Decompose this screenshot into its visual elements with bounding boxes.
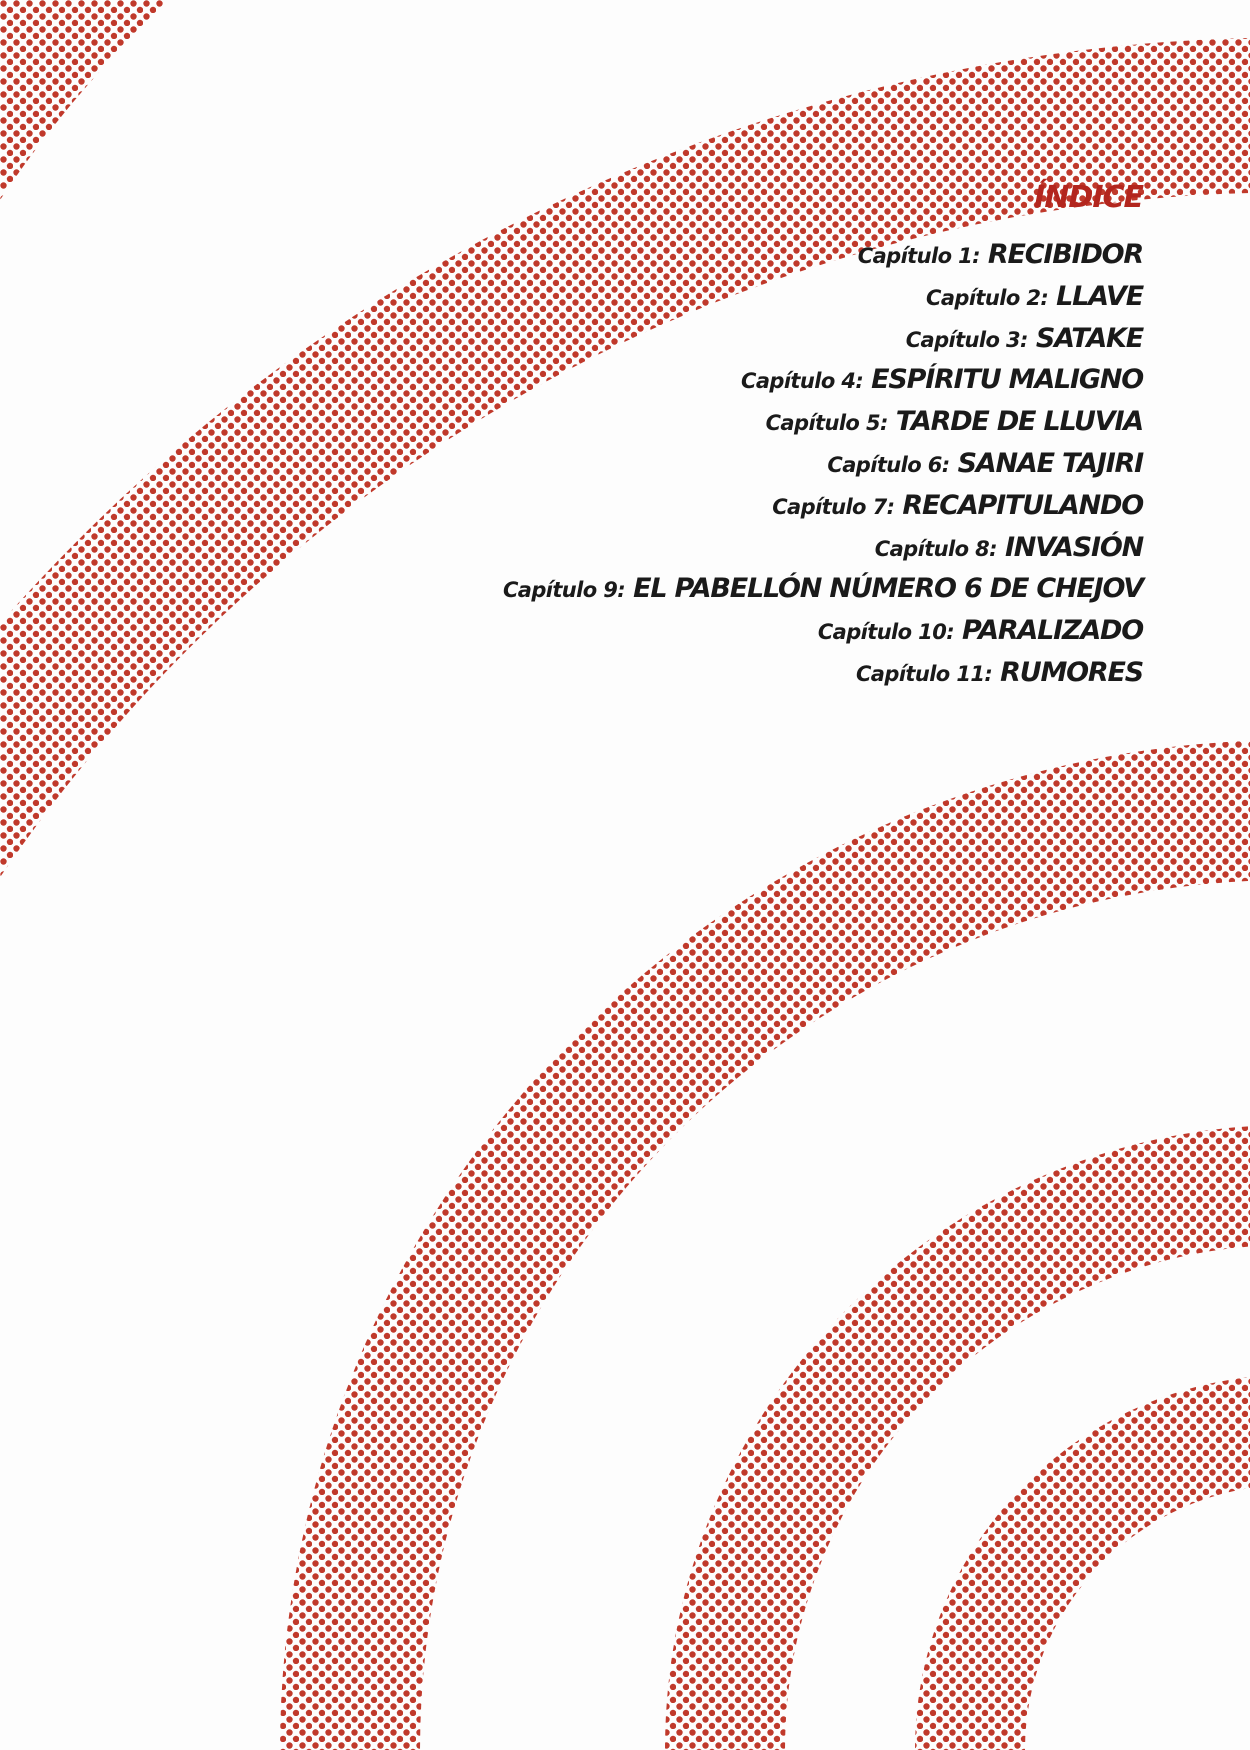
chapter-label: Capítulo 4: (741, 369, 864, 394)
chapter-title: TARDE DE LLUVIA (895, 406, 1143, 438)
chapter-title: EL PABELLÓN NÚMERO 6 DE CHEJOV (633, 573, 1143, 605)
chapter-label: Capítulo 10: (817, 620, 955, 645)
chapter-label: Capítulo 3: (905, 327, 1028, 352)
chapter-title: RECAPITULANDO (902, 489, 1143, 521)
chapter-title: ESPÍRITU MALIGNO (871, 364, 1143, 396)
chapter-label: Capítulo 11: (856, 661, 993, 686)
chapter-entry-3 (143, 318, 1143, 360)
chapter-entry-6 (143, 443, 1143, 485)
chapter-list (143, 234, 1143, 694)
chapter-label: Capítulo 8: (874, 536, 997, 561)
chapter-title: SATAKE (1035, 322, 1143, 354)
chapter-title: LLAVE (1056, 280, 1143, 312)
chapter-label: Capítulo 2: (926, 285, 1049, 310)
chapter-entry-11 (143, 652, 1143, 694)
chapter-label: Capítulo 7: (772, 494, 895, 519)
chapter-title: PARALIZADO (962, 615, 1143, 647)
chapter-entry-4 (143, 359, 1143, 401)
chapter-label: Capítulo 6: (827, 452, 950, 477)
chapter-entry-2 (143, 276, 1143, 318)
chapter-title: INVASIÓN (1004, 531, 1143, 563)
halftone-arc-outer-corner (0, 0, 170, 200)
chapter-title: SANAE TAJIRI (957, 447, 1143, 479)
chapter-title: RUMORES (1000, 656, 1143, 688)
chapter-title: RECIBIDOR (987, 239, 1143, 270)
chapter-entry-10 (143, 610, 1143, 652)
chapter-entry-9 (143, 568, 1143, 610)
table-of-contents (143, 176, 1143, 694)
chapter-entry-1 (143, 234, 1143, 276)
chapter-label: Capítulo 9: (502, 578, 626, 603)
chapter-entry-8 (143, 527, 1143, 569)
chapter-entry-5 (143, 401, 1143, 443)
chapter-entry-7 (143, 485, 1143, 527)
index-heading: ÍNDICE (1034, 180, 1143, 215)
chapter-label: Capítulo 1: (857, 244, 980, 268)
chapter-label: Capítulo 5: (765, 411, 888, 436)
halftone-arc-innermost (970, 1430, 1250, 1750)
